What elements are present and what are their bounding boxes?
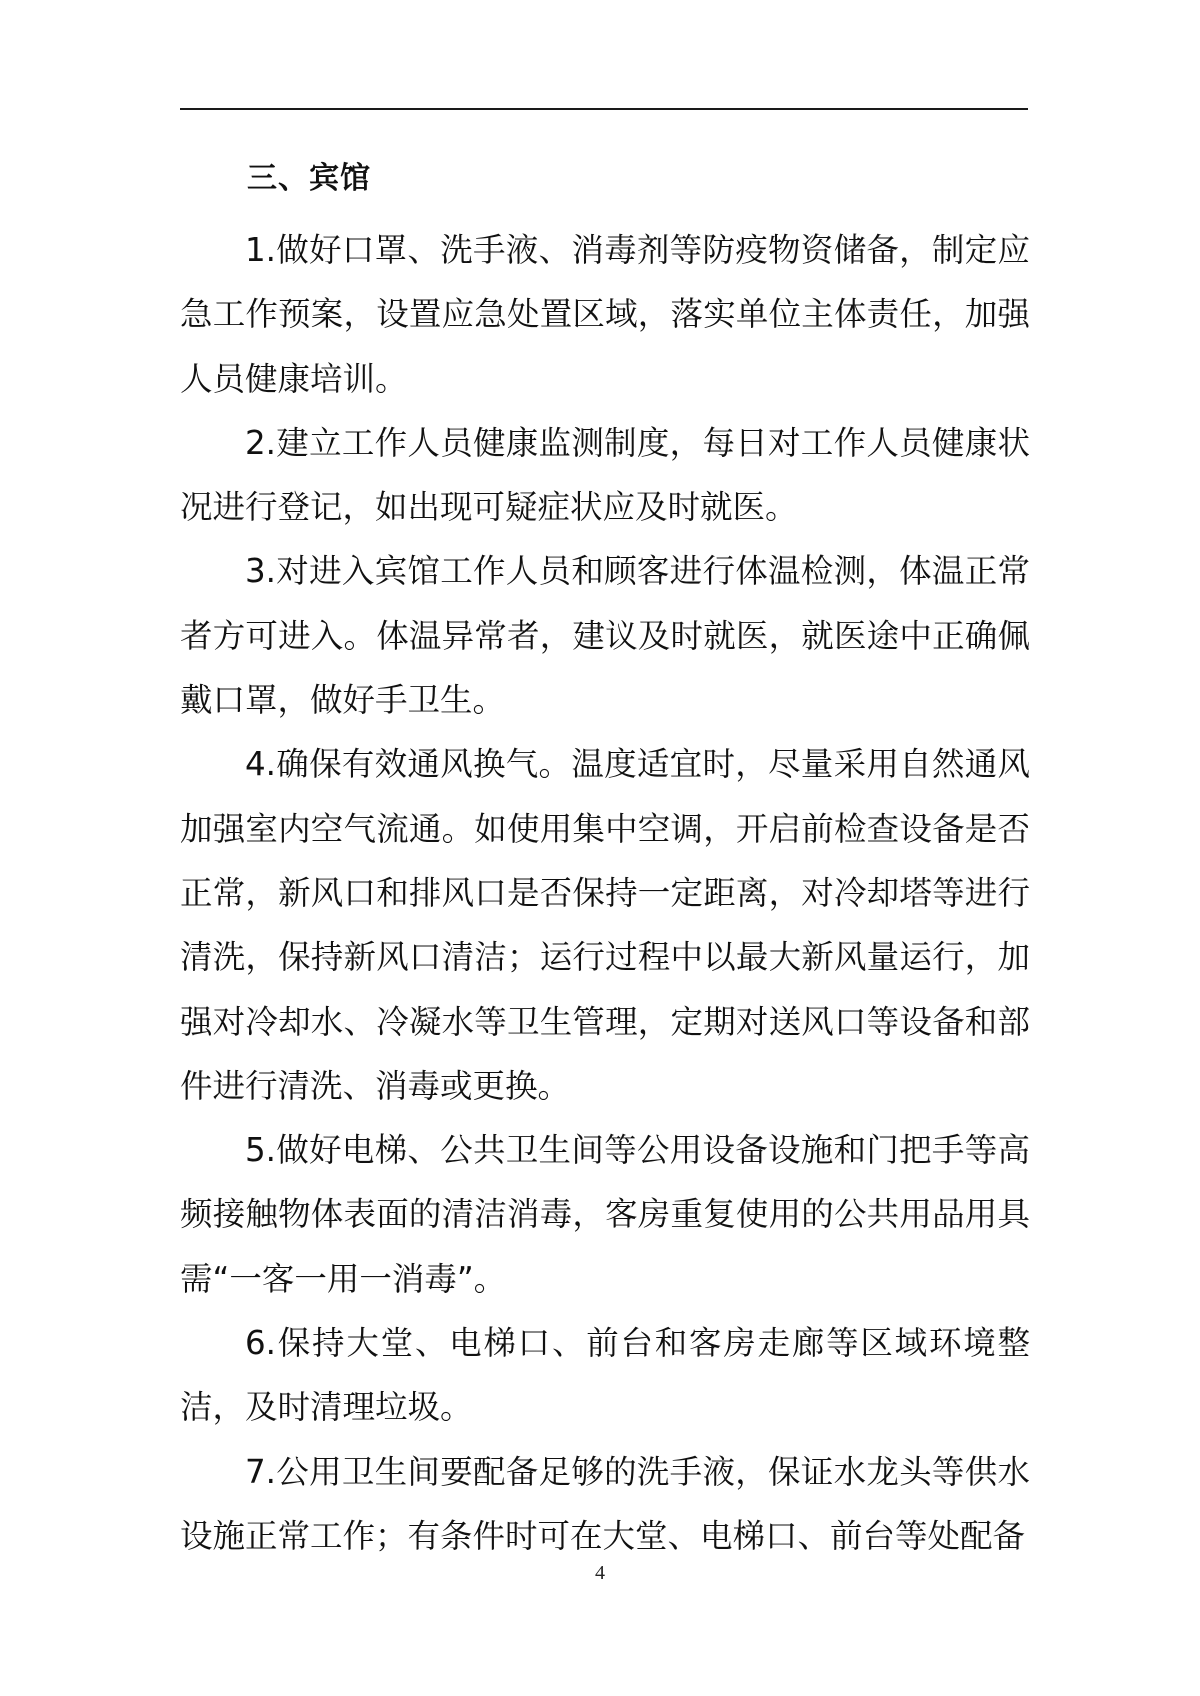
section-heading: 三、宾馆	[247, 161, 371, 196]
paragraph-2: 2.建立工作人员健康监测制度，每日对工作人员健康状况进行登记，如出现可疑症状应及时就医。	[180, 423, 1030, 527]
paragraph-7: 7.公用卫生间要配备足够的洗手液，保证水龙头等供水设施正常工作；有条件时可在大堂、电梯口、前台等处配备	[180, 1452, 1030, 1555]
paragraph-6: 6.保持大堂、电梯口、前台和客房走廊等区域环境整洁，及时清理垃圾。	[180, 1324, 1030, 1427]
paragraph-4: 4.确保有效通风换气。温度适宜时，尽量采用自然通风加强室内空气流通。如使用集中空调，开启前检查设备是否正常，新风口和排风口是否保持一定距离，对冷却塔等进行清洗，保持新风口清洁；运行过程中以最大新风量运行，加强对冷却水、冷凝水等卫生管理，定期对送风口等设备和部件进行清洗、消毒或更换。	[180, 745, 1030, 1105]
paragraph-1: 1.做好口罩、洗手液、消毒剂等防疫物资储备，制定应急工作预案，设置应急处置区域，落实单位主体责任，加强人员健康培训。	[180, 231, 1030, 398]
page-number: 4	[595, 1562, 605, 1584]
body-text	[180, 218, 1030, 1568]
paragraph-5: 5.做好电梯、公共卫生间等公用设备设施和门把手等高频接触物体表面的清洁消毒，客房重复使用的公共用品用具需“一客一用一消毒”。	[180, 1131, 1030, 1298]
header-rule	[180, 108, 1028, 110]
paragraph-3: 3.对进入宾馆工作人员和顾客进行体温检测，体温正常者方可进入。体温异常者，建议及时就医，就医途中正确佩戴口罩，做好手卫生。	[180, 552, 1030, 720]
